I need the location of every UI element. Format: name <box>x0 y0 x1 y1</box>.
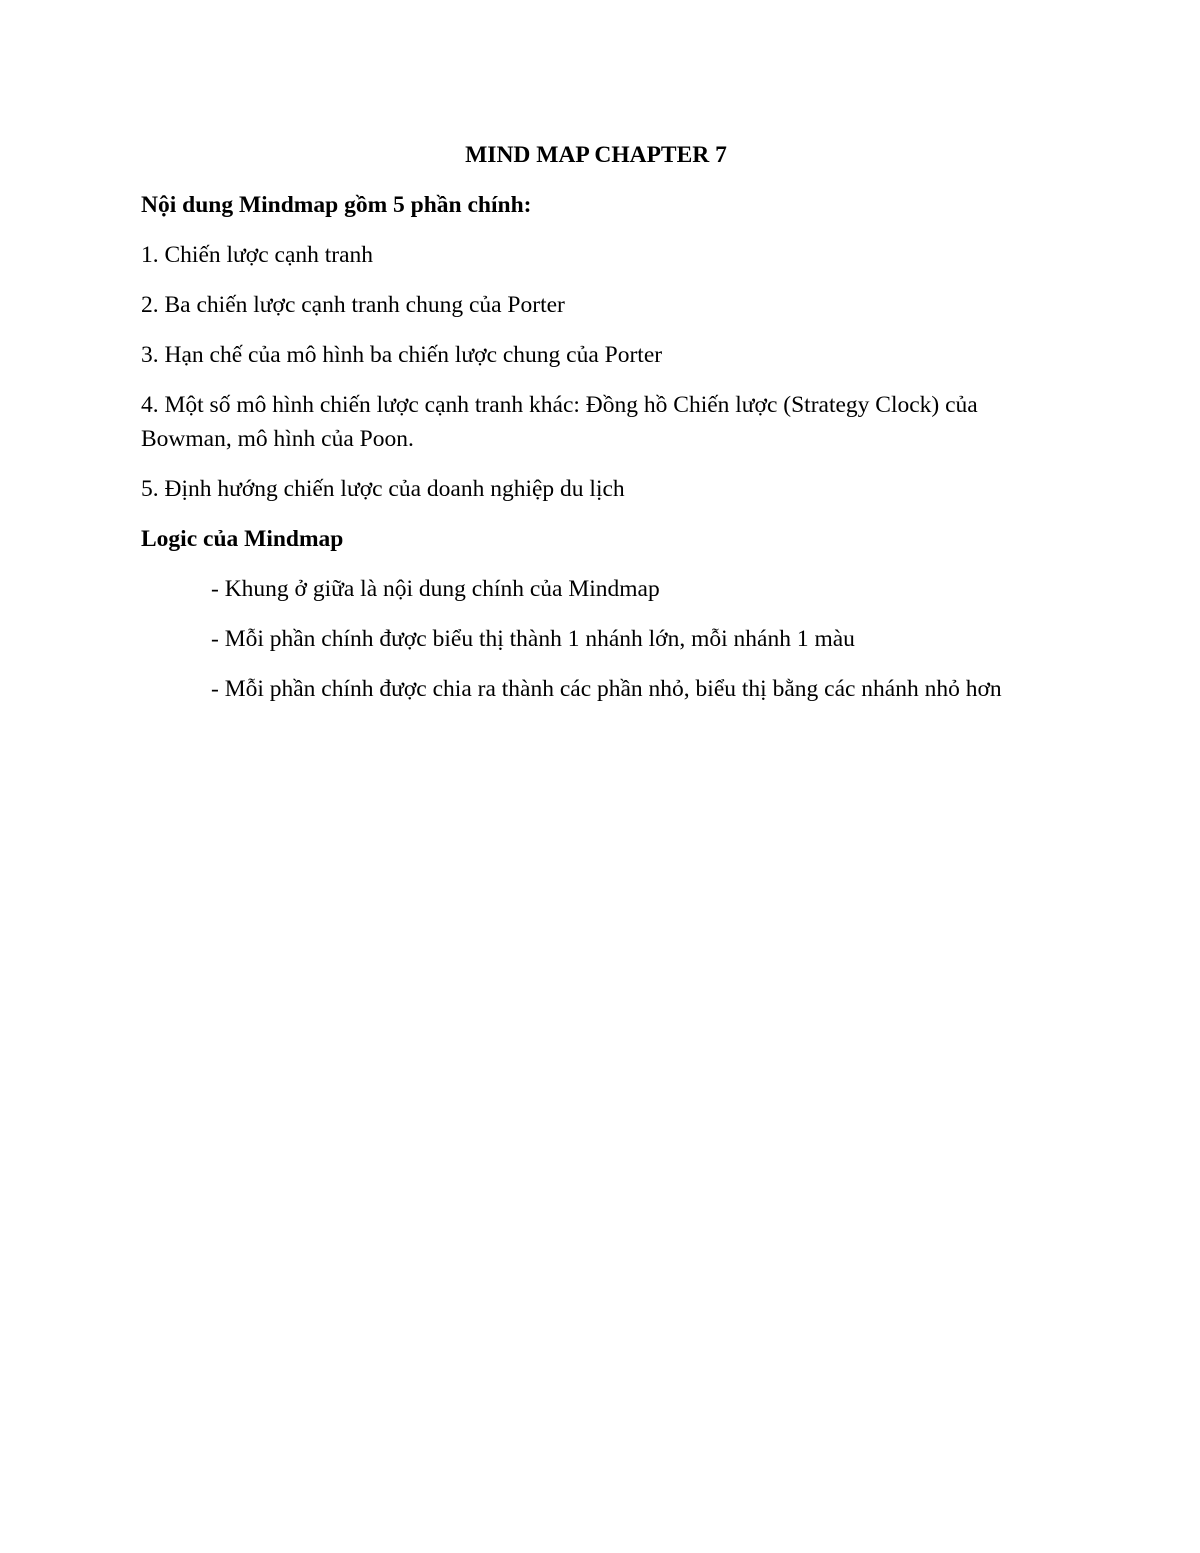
logic-item-1: - Khung ở giữa là nội dung chính của Mindmap <box>211 576 660 602</box>
content-item-3: 3. Hạn chế của mô hình ba chiến lược chung của Porter <box>141 342 663 368</box>
logic-heading: Logic của Mindmap <box>141 526 344 552</box>
intro-heading: Nội dung Mindmap gồm 5 phần chính: <box>141 192 532 218</box>
content-item-4: 4. Một số mô hình chiến lược cạnh tranh khác: Đồng hồ Chiến lược (Strategy Clock) của Bowman, mô hình của Poon. <box>141 392 978 452</box>
content-item-1: 1. Chiến lược cạnh tranh <box>141 242 374 268</box>
logic-item-3: - Mỗi phần chính được chia ra thành các phần nhỏ, biểu thị bằng các nhánh nhỏ hơn <box>211 676 1002 702</box>
document-content <box>141 138 1051 722</box>
logic-item-2: - Mỗi phần chính được biểu thị thành 1 nhánh lớn, mỗi nhánh 1 màu <box>211 626 855 652</box>
document-title: MIND MAP CHAPTER 7 <box>465 142 727 168</box>
content-item-2: 2. Ba chiến lược cạnh tranh chung của Porter <box>141 292 565 318</box>
content-item-5: 5. Định hướng chiến lược của doanh nghiệp du lịch <box>141 476 625 502</box>
